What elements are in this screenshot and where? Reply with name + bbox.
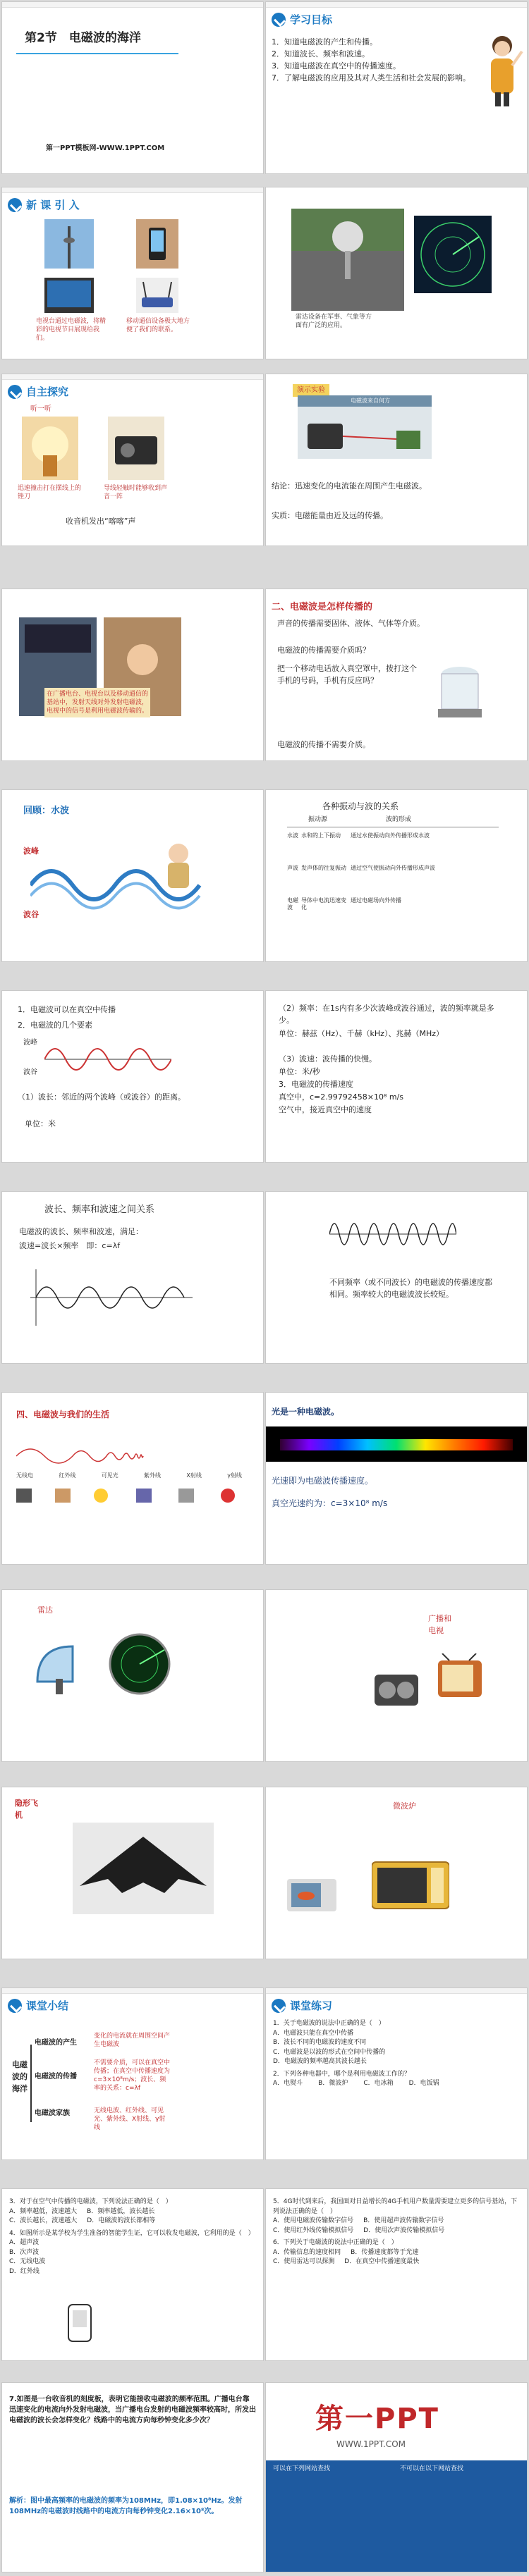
high-frequency-wave (329, 1206, 456, 1262)
trough-label: 波谷 (23, 1068, 37, 1076)
comparison-text: 不同频率（或不同波长）的电磁波的传播速度都相同。频率较大的电磁波波长较短。 (329, 1278, 492, 1300)
summary-root: 电磁波的海洋 (12, 2060, 28, 2094)
light-speed-text: 光速即为电磁波传播速度。 (272, 1476, 374, 1486)
spectrum-icons (16, 1486, 242, 1507)
question-text: 7.如图是一台收音机的刻度板，表明它能接收电磁波的频率范围。广播电台靠迅速变化的电流向外发射电磁波，当广播电台发射的电磁波频率较高时，所发出电磁波的波长会怎样变化？线路中的电流方向每秒钟变化多少次？ (9, 2396, 256, 2424)
footer-panel (266, 2460, 527, 2572)
slide-intro (1, 187, 264, 359)
slide-propagation (265, 588, 528, 761)
summary-branch: 电磁波的产生 (35, 2039, 77, 2047)
check-icon (272, 13, 286, 27)
question-block: 3．对于在空气中传播的电磁波，下列说法正确的是（ ） A．频率越低，波速越大 B．频率越低，波长越长 C．波长越长，波速越大 D．电磁波的波长都相等 4．如图所示是某学校为学生准备的智能学生证，它可以收发电磁波，它利用的是（ ） A．超声波 B．次声波 C．无线电波 D．红外线 (9, 2198, 255, 2275)
check-icon (8, 1999, 22, 2013)
slide-light (265, 1392, 528, 1565)
question-block: 5．4G时代到来后，我国面对日益增长的4G手机用户数量需要建立更多的信号基站，下列说法正确的是（ ） A．使用电磁波传输数字信号 B．使用超声波传输数字信号 C．使用红外线传输模拟信号 D．使用次声波传输模拟信号 6．下列关于电磁波的说法中正确的是（ ） A．传输信息的速度相同 B．传播速度都等于光速 C．使用雷达可以探测 D．在真空中传播速度最快 (273, 2198, 518, 2265)
divider (16, 53, 178, 54)
wavelength-unit: 单位：米 (25, 1119, 56, 1128)
slide-exercise-4 (1, 2382, 264, 2572)
experiment-caption-1: 迅速撞击打在摆线上的锉刀 (18, 485, 82, 501)
radar-display-icon (108, 1632, 171, 1696)
speed-def: （3）波速：波传播的快慢。 (279, 1054, 377, 1064)
wave-diagram (44, 1035, 171, 1084)
col-header-wave: 波的形成 (386, 816, 412, 823)
sound-medium-text: 声音的传播需要固体、液体、气体等介质。 (277, 619, 425, 628)
propagation-speed-title: 3．电磁波的传播速度 (279, 1080, 353, 1089)
formula-text: 波速=波长×频率 即：c=λf (19, 1241, 121, 1250)
conclusion: 结论：迅速变化的电流能在周围产生电磁波。 (272, 481, 427, 491)
elements-point: 2．电磁波的几个要素 (18, 1021, 92, 1030)
section-header: 课堂练习 (272, 1998, 332, 2013)
wave-sketch (30, 1269, 193, 1326)
band-label: 红外线 (59, 1472, 76, 1479)
slide-exercise-1 (265, 1988, 528, 2160)
satellite-dish-icon (30, 1639, 87, 1696)
footer-text: 不可以在以下网站查找 (400, 2465, 464, 2472)
objective-item: 1．知道电磁波的产生和传播。 (272, 37, 377, 47)
relation-text: 电磁波的波长、频率和波速，满足： (19, 1227, 143, 1236)
section-title: 二、电磁波是怎样传播的 (272, 602, 373, 612)
broadcast-caption: 在广播电台、电视台以及移动通信的基站中，发射天线对外发射电磁波，电视中的信号是利用电磁波传输的。 (44, 688, 150, 717)
radar-photo (291, 209, 404, 311)
brand-url: WWW.1PPT.COM (336, 2439, 406, 2449)
summary-note: 变化的电流就在周围空间产生电磁波 (94, 2033, 171, 2049)
frequency-unit: 单位：赫兹（Hz）、千赫（kHz）、兆赫（MHz） (279, 1029, 444, 1038)
footer-text: 可以在下列网站查找 (273, 2465, 331, 2472)
speed-unit: 单位：米/秒 (279, 1067, 320, 1076)
check-icon (8, 385, 22, 399)
app-label: 广播和电视 (428, 1614, 451, 1636)
wavelength-def: （1）波长：邻近的两个波峰（或波谷）的距离。 (18, 1092, 186, 1102)
phone-caption: 移动通信设备极大地方便了我们的联系。 (126, 318, 190, 334)
answer-text: 电磁波的传播不需要介质。 (277, 740, 370, 749)
air-speed: 空气中，接近真空中的速度 (279, 1105, 372, 1114)
col-header-source: 振动源 (308, 816, 328, 823)
student-card-icon (66, 2302, 94, 2344)
radio-photo (108, 417, 164, 480)
radar-screen-photo (414, 216, 492, 293)
slide-objectives (265, 1, 528, 174)
question-block: 1．关于电磁波的说法中正确的是（ ） A．电磁波只能在真空中传播 B．波长不同的电磁波的速度不同 C．电磁波是以波的形式在空间中传播的 D．电磁波的频率越高其波长越长 2．下列各种电器中，哪个是利用电磁波工作的？ A．电熨斗 B．微波炉 C．电冰箱 D．电饭锅 (273, 2020, 439, 2087)
section-header: 新 课 引 入 (8, 197, 80, 212)
light-title: 光是一种电磁波。 (272, 1407, 340, 1417)
vacuum-speed: 真空中，c=2.99792458×10⁸ m/s (279, 1092, 404, 1102)
teacher-figure (481, 30, 523, 108)
band-label: γ射线 (227, 1472, 242, 1479)
trough-label: 波谷 (23, 910, 39, 919)
section-header: 学习目标 (272, 12, 332, 27)
battery-experiment-photo (22, 417, 78, 480)
listen-label: 听一听 (30, 405, 51, 413)
band-label: 可见光 (101, 1472, 118, 1479)
result-text: 收音机发出“喀喀”声 (66, 517, 136, 526)
wifi-router-photo (136, 278, 178, 313)
objective-item: 3．知道电磁波在真空中的传播速度。 (272, 61, 401, 71)
band-label: 无线电 (16, 1472, 33, 1479)
app-label: 雷达 (37, 1606, 53, 1615)
slide-explore (1, 374, 264, 546)
slide-frequency-compare (265, 1191, 528, 1364)
vacuum-light-speed: 真空光速约为：c=3×10⁸ m/s (272, 1498, 388, 1508)
slide-broadcast (1, 588, 264, 761)
slide-radar-app (1, 1589, 264, 1762)
demo-label: 演示实验 (293, 384, 329, 397)
microwave-bowl-icon (287, 1872, 336, 1914)
crest-label: 波峰 (23, 846, 39, 856)
section-title: 四、电磁波与我们的生活 (16, 1410, 110, 1419)
lesson-title: 第2节 电磁波的海洋 (25, 31, 141, 45)
device-label: 电磁波来自何方 (351, 398, 390, 404)
table-row: 水波 水和的上下振动 通过水使振动向外传播形成水波 (287, 832, 430, 839)
slide-elements (1, 990, 264, 1163)
slide-relation (1, 1191, 264, 1364)
vacuum-jar-photo (435, 660, 485, 723)
summary-note: 不需要介质，可以在真空中传播；在真空中传播速度为c=3×10⁸m/s；波长、频率的关系：c=λf (94, 2059, 171, 2093)
section-header: 课堂小结 (8, 1998, 68, 2013)
microwave-oven-icon (372, 1858, 449, 1914)
app-label: 微波炉 (393, 1801, 416, 1811)
crest-label: 波峰 (23, 1039, 37, 1047)
brand-logo: 第一PPT (315, 2403, 439, 2435)
spectrum-wave (16, 1442, 242, 1470)
slide-broadcast-app (265, 1589, 528, 1762)
app-label: 隐形飞机 (15, 1799, 38, 1820)
vacuum-experiment-text: 把一个移动电话放入真空罩中，拨打这个手机的号码，手机有反应吗？ (277, 664, 417, 686)
site-footer: 第一PPT模板网-WWW.1PPT.COM (46, 144, 165, 152)
vacuum-point: 1．电磁波可以在真空中传播 (18, 1005, 116, 1014)
tv-caption: 电视台通过电磁波，将精彩的电视节目展现给我们。 (36, 318, 107, 343)
frequency-def: （2）频率：在1s内有多少次波峰或波谷通过，波的频率就是多少。 (279, 1004, 494, 1025)
summary-branch: 电磁波的传播 (35, 2073, 77, 2081)
table-row: 声波 发声体的往复振动 通过空气使振动向外传播形成声波 (287, 865, 435, 871)
objective-list (272, 36, 483, 84)
table-title: 各种振动与波的关系 (322, 801, 399, 811)
stealth-bomber-photo (73, 1823, 214, 1914)
slide-exercise-3 (265, 2188, 528, 2361)
slide-microwave (265, 1787, 528, 1959)
table-row: 电磁波 导体中电流迅速变化 通过电磁场向外传播 (287, 897, 401, 911)
review-title: 回顾：水波 (23, 806, 70, 816)
band-label: 紫外线 (144, 1472, 162, 1479)
water-wave-illustration (30, 829, 207, 935)
band-labels (16, 1472, 242, 1479)
check-icon (8, 198, 22, 212)
slide-vibration-table (265, 789, 528, 962)
radar-caption: 雷达设备在军事、气象等方面有广泛的应用。 (296, 314, 372, 330)
slide-stealth (1, 1787, 264, 1959)
check-icon (272, 1999, 286, 2013)
band-label: X射线 (186, 1472, 202, 1479)
slide-water-wave (1, 789, 264, 962)
slide-life (1, 1392, 264, 1565)
slide-summary (1, 1988, 264, 2160)
answer-text: 解析：图中最高频率的电磁波的频率为108MHz，即1.08×10⁸Hz。发射108MHz的电磁波时线路中的电流方向每秒钟变化2.16×10⁸次。 (9, 2497, 243, 2515)
mobile-phone-photo (136, 219, 178, 269)
slide-frequency (265, 990, 528, 1163)
section-header: 自主探究 (8, 384, 68, 399)
radio-icon (372, 1668, 421, 1710)
relation-title: 波长、频率和波速之间关系 (44, 1204, 155, 1215)
slide-demo (265, 374, 528, 546)
summary-branch: 电磁波家族 (35, 2109, 70, 2117)
question-text: 电磁波的传播需要介质吗？ (277, 646, 370, 655)
slide-exercise-2 (1, 2188, 264, 2361)
objective-item: 2．知道波长、频率和波速。 (272, 49, 370, 59)
objective-item: 7．了解电磁波的应用及其对人类生活和社会发展的影响。 (272, 73, 470, 83)
essence: 实质：电磁能量由近及远的传播。 (272, 511, 388, 520)
slide-ending (265, 2382, 528, 2572)
spectrum-band (266, 1426, 527, 1462)
television-icon (435, 1653, 485, 1710)
summary-note: 无线电波、红外线、可见光、紫外线、X射线、γ射线 (94, 2107, 166, 2132)
experiment-caption-2: 导线轻触时能够收到声音一阵 (104, 485, 168, 501)
tv-tower-photo (44, 219, 94, 269)
slide-radar (265, 187, 528, 359)
television-photo (44, 278, 94, 313)
slide-title (1, 1, 264, 174)
